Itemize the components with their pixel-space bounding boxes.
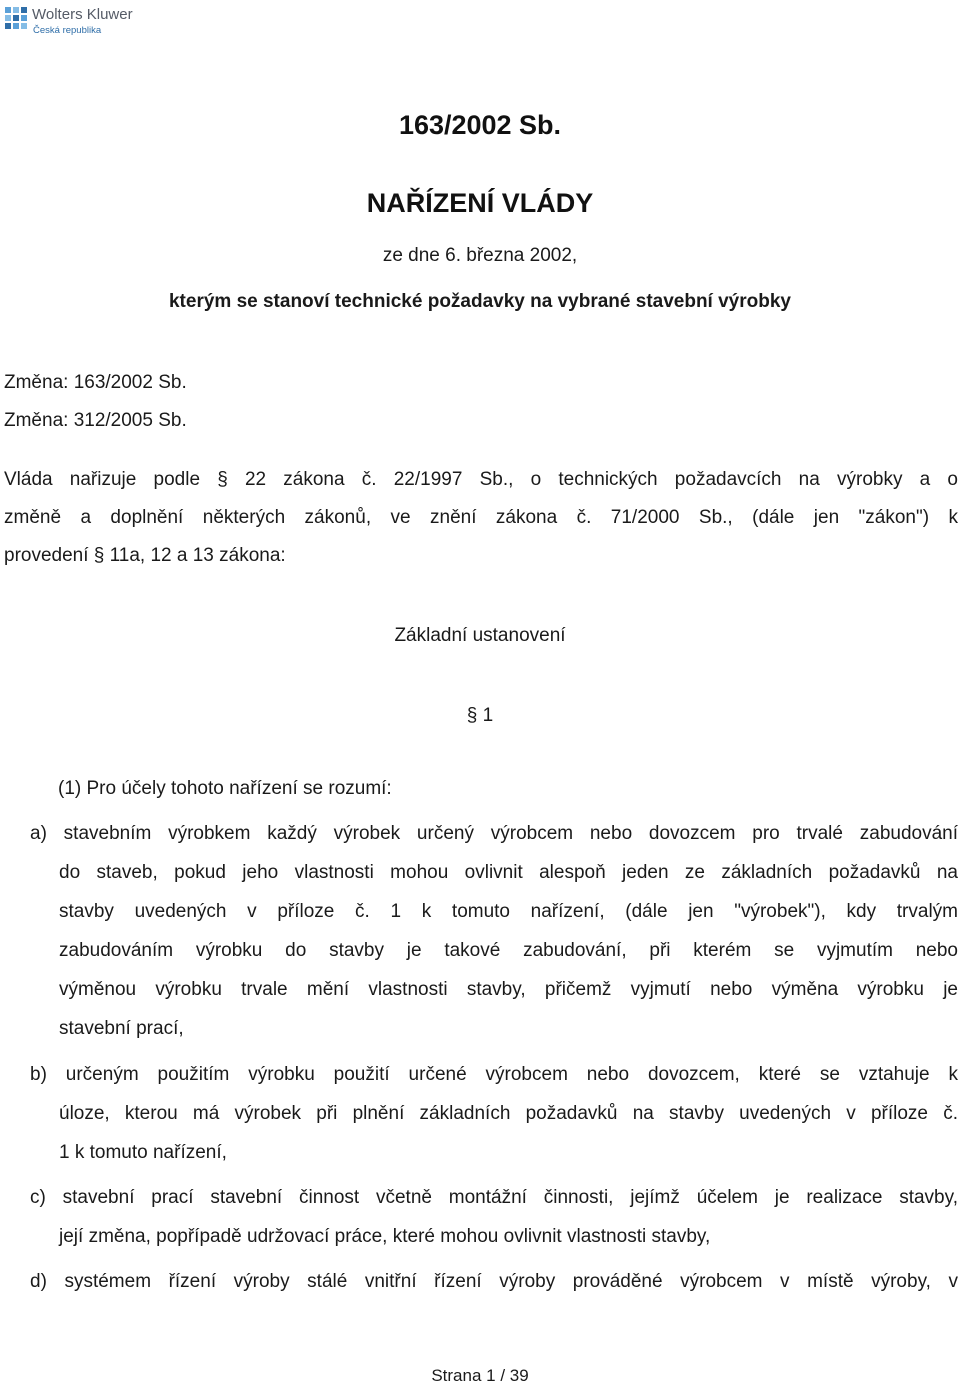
- preamble-line: Vláda nařizuje podle § 22 zákona č. 22/1997 Sb., o technických požadavcích na výrobky a o: [4, 469, 958, 490]
- preamble: [4, 461, 958, 575]
- amendment-line: Změna: 312/2005 Sb.: [4, 410, 187, 431]
- publisher-logo: [4, 4, 144, 36]
- page-number: Strana 1 / 39: [431, 1366, 529, 1385]
- document-type: NAŘÍZENÍ VLÁDY: [366, 188, 594, 218]
- definition-line: její změna, popřípadě udržovací práce, které mohou ovlivnit vlastnosti stavby,: [59, 1226, 711, 1247]
- definition-item: [30, 1178, 958, 1256]
- section-mark: § 1: [466, 705, 494, 726]
- definition-item: [30, 1055, 958, 1172]
- definition-line: b) určeným použitím výrobku použití určené výrobcem nebo dovozcem, které se vztahuje k: [30, 1064, 958, 1085]
- definition-line: do staveb, pokud jeho vlastnosti mohou ovlivnit alespoň jeden ze základních požadavků na: [59, 862, 958, 883]
- document-subject: kterým se stanoví technické požadavky na vybrané stavební výrobky: [168, 291, 791, 312]
- wolters-kluwer-logo-icon: [4, 6, 28, 30]
- logo-subtitle: Česká republika: [33, 25, 102, 36]
- definition-line: c) stavební prací stavební činnost včetně montážní činnosti, jejímž účelem je realizace stavby,: [30, 1187, 958, 1208]
- amendment-line: Změna: 163/2002 Sb.: [4, 372, 187, 393]
- definition-line: stavby uvedených v příloze č. 1 k tomuto nařízení, (dále jen "výrobek"), kdy trvalým: [59, 901, 958, 922]
- definition-line: stavební prací,: [59, 1018, 184, 1039]
- preamble-line: změně a doplnění některých zákonů, ve znění zákona č. 71/2000 Sb., (dále jen "zákon") k: [4, 507, 958, 528]
- clause-intro: (1) Pro účely tohoto nařízení se rozumí:: [58, 778, 392, 799]
- definition-item: [30, 814, 958, 1048]
- definition-line: zabudováním výrobku do stavby je takové zabudování, při kterém se vyjmutím nebo: [59, 940, 958, 961]
- definition-line: výměnou výrobku trvale mění vlastnosti stavby, přičemž vyjmutí nebo výměna výrobku je: [59, 979, 958, 1000]
- definition-line: 1 k tomuto nařízení,: [59, 1142, 227, 1163]
- document-date: ze dne 6. března 2002,: [382, 245, 578, 266]
- section-title: Základní ustanovení: [394, 625, 566, 646]
- definition-line: a) stavebním výrobkem každý výrobek určený výrobcem nebo dovozcem pro trvalé zabudování: [30, 823, 958, 844]
- document-number: 163/2002 Sb.: [398, 110, 562, 140]
- definition-line: úloze, kterou má výrobek při plnění základních požadavků na stavby uvedených v příloze č.: [59, 1103, 958, 1124]
- definition-item: [30, 1262, 958, 1301]
- definition-line: d) systémem řízení výroby stálé vnitřní řízení výroby prováděné výrobcem v místě výroby, v: [30, 1271, 958, 1292]
- logo-name: Wolters Kluwer: [32, 6, 133, 23]
- preamble-line: provedení § 11a, 12 a 13 zákona:: [4, 545, 286, 566]
